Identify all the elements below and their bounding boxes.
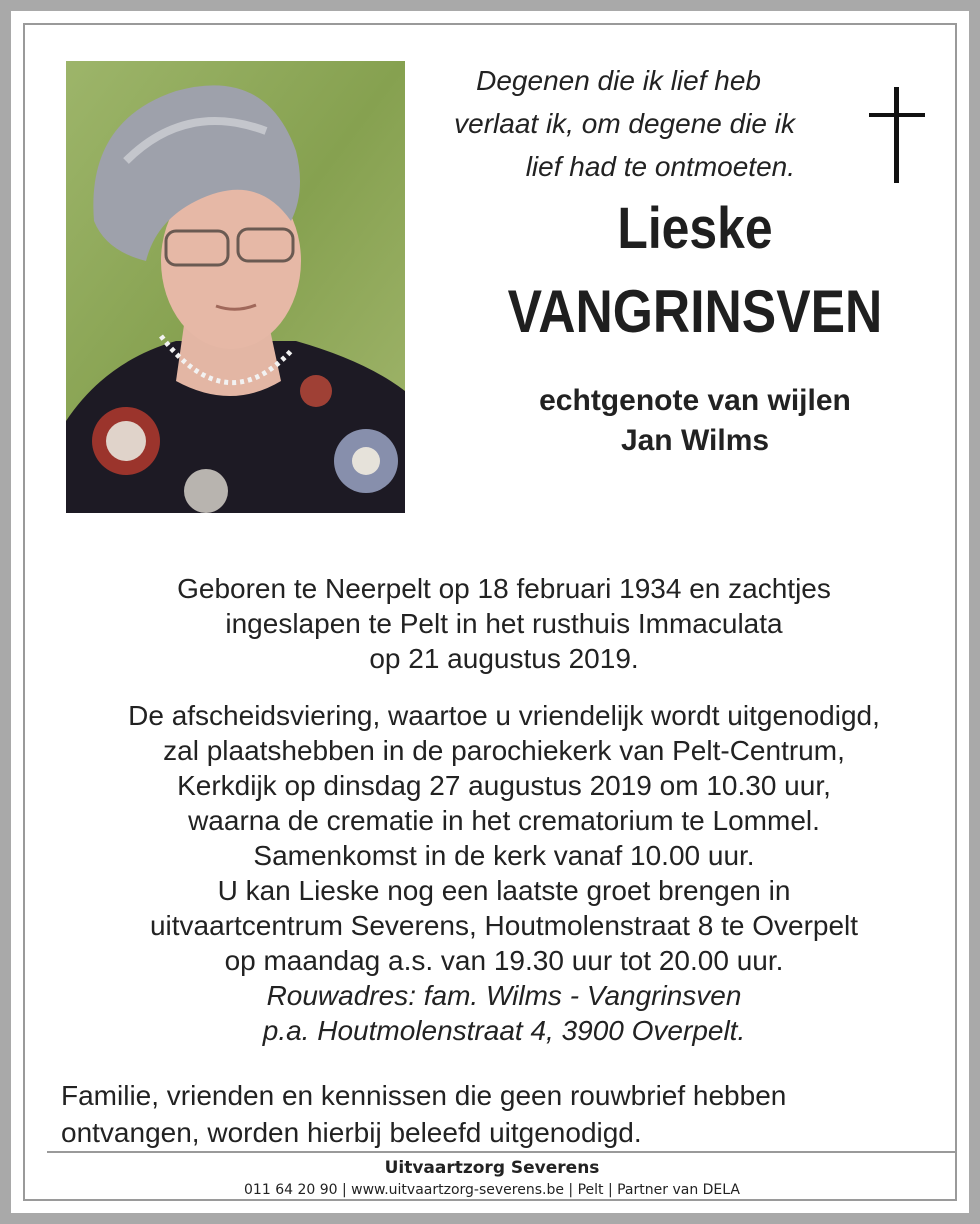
obituary-card <box>11 11 969 1213</box>
text-line: uitvaartcentrum Severens, Houtmolenstraat 8 te Overpelt <box>149 910 859 941</box>
text-line: zal plaatshebben in de parochiekerk van Pelt-Centrum, <box>163 735 845 766</box>
text-line: op maandag a.s. van 19.30 uur tot 20.00 uur. <box>224 945 784 976</box>
invitation-text <box>61 1077 941 1151</box>
deceased-last-name: VANGRINSVEN <box>507 278 883 345</box>
text-line: U kan Lieske nog een laatste groet brengen in <box>217 875 791 906</box>
ceremony-text <box>45 698 963 1048</box>
text-line: Familie, vrienden en kennissen die geen rouwbrief hebben <box>61 1080 787 1111</box>
mourning-address: Rouwadres: fam. Wilms - Vangrinsven <box>266 980 742 1011</box>
birth-death-text <box>45 571 963 676</box>
funeral-home-name: Uitvaartzorg Severens <box>384 1158 600 1178</box>
deceased-first-name: Lieske <box>617 196 773 261</box>
text-line: De afscheidsviering, waartoe u vriendelijk wordt uitgenodigd, <box>128 700 880 731</box>
text-line: ingeslapen te Pelt in het rusthuis Immaculata <box>225 608 783 639</box>
quote-line: Degenen die ik lief heb <box>476 65 761 96</box>
quote-line: lief had te ontmoeten. <box>525 151 795 182</box>
cross-icon <box>865 85 929 185</box>
footer-divider <box>47 1151 957 1153</box>
obituary-frame <box>23 23 957 1201</box>
quote-line: verlaat ik, om degene die ik <box>454 108 795 139</box>
text-line: Kerkdijk op dinsdag 27 augustus 2019 om 10.30 uur, <box>177 770 831 801</box>
memorial-quote <box>405 59 825 188</box>
mourning-address: p.a. Houtmolenstraat 4, 3900 Overpelt. <box>262 1015 746 1046</box>
text-line: Geboren te Neerpelt op 18 februari 1934 en zachtjes <box>177 573 831 604</box>
relation-line: echtgenote van wijlen <box>539 384 851 417</box>
funeral-home-contact: 011 64 20 90 | www.uitvaartzorg-severens.be | Pelt | Partner van DELA <box>244 1182 740 1198</box>
portrait-photo <box>66 61 405 513</box>
spouse-relation <box>445 381 945 461</box>
text-line: waarna de crematie in het crematorium te Lommel. <box>188 805 820 836</box>
text-line: ontvangen, worden hierbij beleefd uitgenodigd. <box>61 1117 642 1148</box>
spouse-name: Jan Wilms <box>620 424 770 457</box>
text-line: Samenkomst in de kerk vanaf 10.00 uur. <box>253 840 755 871</box>
text-line: op 21 augustus 2019. <box>369 643 639 674</box>
